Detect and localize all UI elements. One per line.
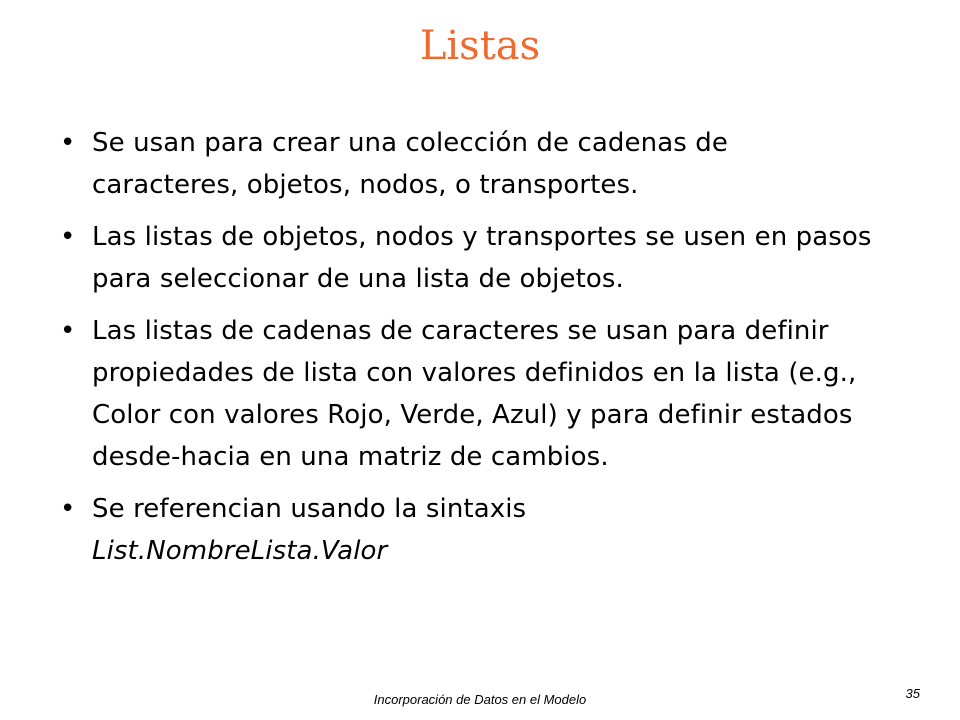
syntax-example: List.NombreLista.Valor	[92, 536, 388, 566]
bullet-dot-icon: •	[60, 128, 76, 158]
bullet-dot-icon: •	[60, 222, 76, 252]
slide-title: Listas	[419, 23, 541, 69]
bullet-list	[60, 122, 880, 582]
bullet-item	[60, 216, 880, 300]
bullet-item	[60, 310, 880, 478]
bullet-dot-icon: •	[60, 494, 76, 524]
bullet-item	[60, 122, 880, 206]
bullet-text: Se usan para crear una colección de cadenas de caracteres, objetos, nodos, o transportes.	[92, 128, 728, 200]
page-number: 35	[905, 686, 920, 701]
bullet-dot-icon: •	[60, 316, 76, 346]
bullet-text: Se referencian usando la sintaxis	[92, 494, 527, 524]
slide-footer: Incorporación de Datos en el Modelo	[373, 692, 587, 707]
bullet-text: Las listas de cadenas de caracteres se usan para definir propiedades de lista con valores definidos en la lista (e.g., Color con valores Rojo, Verde, Azul) y para definir estados desde-hacia en una matriz de cambios.	[92, 316, 857, 472]
bullet-text: Las listas de objetos, nodos y transportes se usen en pasos para seleccionar de una lista de objetos.	[92, 222, 872, 294]
bullet-item	[60, 488, 880, 572]
